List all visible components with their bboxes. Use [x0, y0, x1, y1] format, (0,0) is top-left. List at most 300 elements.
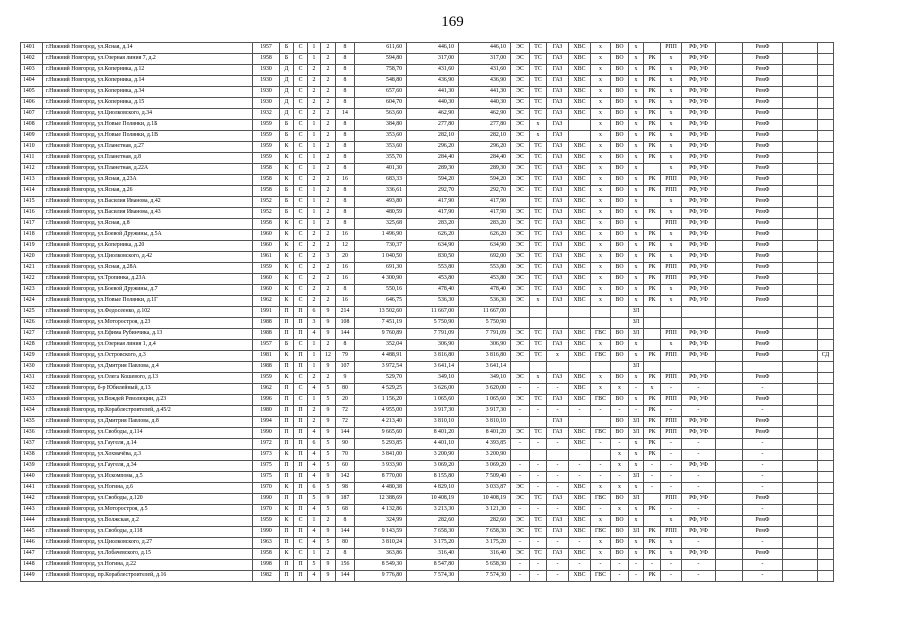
- cell-apartments: 144: [336, 428, 355, 439]
- cell-repair-fund: РемФ: [743, 395, 783, 406]
- cell-row-id: 1435: [21, 417, 43, 428]
- cell-sewerage: ВО: [611, 395, 629, 406]
- cell-heat-supply: -: [530, 538, 547, 549]
- cell-extra-col: [716, 428, 743, 439]
- cell-electric-supply: ЭС: [511, 428, 530, 439]
- cell-entrances: 4: [308, 472, 321, 483]
- cell-heat-supply: х: [530, 373, 547, 384]
- cell-row-id: 1423: [21, 285, 43, 296]
- cell-floors: 9: [321, 329, 336, 340]
- cell-electric-supply: ЭС: [511, 296, 530, 307]
- cell-elevator-repair: -: [661, 472, 682, 483]
- table-row: [21, 186, 834, 197]
- cell-garbage-chute: х: [629, 43, 644, 54]
- cell-total-area: 4 300,90: [355, 274, 407, 285]
- cell-facade-repair: РФ, УФ: [682, 417, 716, 428]
- cell-sewerage: ВО: [611, 109, 629, 120]
- cell-extra-col-3: [818, 340, 834, 351]
- cell-elevator-repair: -: [661, 384, 682, 395]
- cell-electric-supply: ЭС: [511, 494, 530, 505]
- cell-address: г.Нижний Новгород, ул.Гаугеля, д.34: [43, 461, 253, 472]
- cell-wall-material: П: [280, 560, 294, 571]
- cell-floors: 2: [321, 263, 336, 274]
- cell-entrances: 2: [308, 406, 321, 417]
- cell-gas-supply: ГАЗ: [547, 76, 569, 87]
- cell-roof-repair: РК: [644, 153, 661, 164]
- cell-row-id: 1446: [21, 538, 43, 549]
- table-row: [21, 76, 834, 87]
- cell-gas-supply: ГАЗ: [547, 153, 569, 164]
- cell-electric-supply: -: [511, 384, 530, 395]
- cell-wall-material: Б: [280, 197, 294, 208]
- cell-cold-water: ХВС: [569, 571, 591, 582]
- cell-elevator-repair: -: [661, 560, 682, 571]
- cell-electric-supply: ЭС: [511, 43, 530, 54]
- table-row: [21, 417, 834, 428]
- cell-roof-repair: РК: [644, 274, 661, 285]
- cell-wall-material: П: [280, 494, 294, 505]
- table-row: [21, 395, 834, 406]
- cell-address: г.Нижний Новгород, б-р Юбилейный, д.13: [43, 384, 253, 395]
- cell-extra-col: [716, 186, 743, 197]
- cell-heat-supply: ТС: [530, 329, 547, 340]
- cell-facade-repair: РФ, УФ: [682, 87, 716, 98]
- cell-garbage-chute: х: [629, 439, 644, 450]
- cell-gas-supply: ГАЗ: [547, 274, 569, 285]
- table-row: [21, 252, 834, 263]
- cell-repair-fund: РемФ: [743, 351, 783, 362]
- cell-heat-supply: ТС: [530, 54, 547, 65]
- cell-hot-water: х: [591, 197, 611, 208]
- cell-elevator-repair: -: [661, 450, 682, 461]
- cell-hot-water: ГВС: [591, 329, 611, 340]
- cell-class: С: [294, 65, 308, 76]
- cell-sewerage: ВО: [611, 65, 629, 76]
- cell-entrances: 2: [308, 263, 321, 274]
- cell-class: П: [294, 560, 308, 571]
- cell-address: г.Нижний Новгород, пр.Кораблестроителей, д.45/2: [43, 406, 253, 417]
- cell-wall-material: Д: [280, 109, 294, 120]
- cell-sewerage: ВО: [611, 131, 629, 142]
- cell-class: П: [294, 505, 308, 516]
- cell-repair-fund: РемФ: [743, 131, 783, 142]
- cell-apartments: 8: [336, 516, 355, 527]
- cell-roof-repair: РК: [644, 417, 661, 428]
- cell-total-area: 730,37: [355, 241, 407, 252]
- cell-total-area: 363,86: [355, 549, 407, 560]
- cell-living-area: 8 401,20: [407, 428, 459, 439]
- cell-floors: 2: [321, 186, 336, 197]
- cell-extra-col-3: [818, 395, 834, 406]
- cell-living-area: 3 200,90: [407, 450, 459, 461]
- cell-extra-col-3: [818, 428, 834, 439]
- cell-residential-area: 7 658,30: [459, 527, 511, 538]
- cell-heat-supply: ТС: [530, 186, 547, 197]
- cell-year-built: 1980: [253, 406, 280, 417]
- cell-extra-col-2: [783, 263, 818, 274]
- cell-extra-col-2: [783, 571, 818, 582]
- cell-class: С: [294, 549, 308, 560]
- cell-sewerage: ВО: [611, 516, 629, 527]
- cell-residential-area: 316,40: [459, 549, 511, 560]
- cell-extra-col: [716, 549, 743, 560]
- table-row: [21, 208, 834, 219]
- cell-apartments: 70: [336, 450, 355, 461]
- cell-wall-material: К: [280, 483, 294, 494]
- cell-apartments: 80: [336, 384, 355, 395]
- cell-year-built: 1982: [253, 571, 280, 582]
- cell-sewerage: ВО: [611, 208, 629, 219]
- cell-garbage-chute: х: [629, 164, 644, 175]
- cell-wall-material: П: [280, 417, 294, 428]
- cell-entrances: 1: [308, 186, 321, 197]
- cell-entrances: 1: [308, 340, 321, 351]
- cell-elevator-repair: [661, 318, 682, 329]
- cell-wall-material: К: [280, 142, 294, 153]
- cell-elevator-repair: -: [661, 505, 682, 516]
- cell-row-id: 1421: [21, 263, 43, 274]
- cell-hot-water: х: [591, 230, 611, 241]
- cell-extra-col-3: [818, 98, 834, 109]
- cell-extra-col-3: [818, 109, 834, 120]
- cell-address: г.Нижний Новгород, ул.Лобачевского, д.15: [43, 549, 253, 560]
- cell-heat-supply: ТС: [530, 252, 547, 263]
- cell-garbage-chute: х: [629, 340, 644, 351]
- cell-address: г.Нижний Новгород, ул.Островского, д.3: [43, 351, 253, 362]
- cell-electric-supply: ЭС: [511, 285, 530, 296]
- cell-hot-water: х: [591, 263, 611, 274]
- cell-year-built: 1988: [253, 329, 280, 340]
- cell-extra-col-2: [783, 406, 818, 417]
- cell-electric-supply: ЭС: [511, 65, 530, 76]
- cell-cold-water: [569, 450, 591, 461]
- cell-facade-repair: -: [682, 571, 716, 582]
- cell-extra-col: [716, 252, 743, 263]
- cell-floors: 2: [321, 219, 336, 230]
- cell-address: г.Нижний Новгород, ул.Планетная, д.8: [43, 153, 253, 164]
- cell-year-built: 1957: [253, 43, 280, 54]
- cell-floors: 9: [321, 406, 336, 417]
- cell-entrances: 2: [308, 76, 321, 87]
- cell-year-built: 1970: [253, 483, 280, 494]
- cell-facade-repair: -: [682, 472, 716, 483]
- cell-sewerage: [611, 318, 629, 329]
- cell-gas-supply: ГАЗ: [547, 43, 569, 54]
- cell-extra-col-3: [818, 241, 834, 252]
- cell-elevator-repair: [661, 307, 682, 318]
- cell-row-id: 1434: [21, 406, 43, 417]
- cell-gas-supply: ГАЗ: [547, 428, 569, 439]
- cell-apartments: 16: [336, 274, 355, 285]
- cell-sewerage: -: [611, 560, 629, 571]
- cell-apartments: 8: [336, 285, 355, 296]
- cell-year-built: 1930: [253, 65, 280, 76]
- table-row: [21, 428, 834, 439]
- cell-extra-col-3: [818, 318, 834, 329]
- cell-heat-supply: х: [530, 296, 547, 307]
- cell-cold-water: [569, 120, 591, 131]
- cell-electric-supply: ЭС: [511, 373, 530, 384]
- cell-facade-repair: РФ, УФ: [682, 285, 716, 296]
- cell-garbage-chute: х: [629, 175, 644, 186]
- cell-hot-water: -: [591, 461, 611, 472]
- cell-extra-col-3: [818, 285, 834, 296]
- cell-row-id: 1447: [21, 549, 43, 560]
- cell-electric-supply: ЭС: [511, 241, 530, 252]
- cell-extra-col-3: [818, 54, 834, 65]
- cell-floors: 2: [321, 340, 336, 351]
- cell-address: г.Нижний Новгород, ул.Ногина, д.6: [43, 483, 253, 494]
- cell-sewerage: ВО: [611, 538, 629, 549]
- cell-extra-col: [716, 329, 743, 340]
- cell-extra-col-2: [783, 131, 818, 142]
- cell-wall-material: Б: [280, 43, 294, 54]
- cell-total-area: 683,33: [355, 175, 407, 186]
- cell-extra-col: [716, 153, 743, 164]
- cell-floors: 9: [321, 472, 336, 483]
- cell-roof-repair: [644, 164, 661, 175]
- cell-elevator-repair: х: [661, 76, 682, 87]
- cell-wall-material: К: [280, 285, 294, 296]
- cell-residential-area: 436,90: [459, 76, 511, 87]
- cell-hot-water: х: [591, 241, 611, 252]
- cell-cold-water: ХВС: [569, 186, 591, 197]
- cell-living-area: 7 658,30: [407, 527, 459, 538]
- cell-extra-col-3: [818, 263, 834, 274]
- cell-garbage-chute: х: [629, 395, 644, 406]
- cell-extra-col-3: [818, 186, 834, 197]
- cell-electric-supply: -: [511, 461, 530, 472]
- cell-facade-repair: РФ, УФ: [682, 527, 716, 538]
- cell-wall-material: К: [280, 549, 294, 560]
- cell-roof-repair: [644, 219, 661, 230]
- cell-residential-area: 3 620,00: [459, 384, 511, 395]
- cell-extra-col: [716, 417, 743, 428]
- cell-extra-col-3: [818, 450, 834, 461]
- cell-residential-area: 3 641,14: [459, 362, 511, 373]
- cell-cold-water: [569, 318, 591, 329]
- cell-year-built: 1970: [253, 505, 280, 516]
- cell-hot-water: [591, 318, 611, 329]
- cell-year-built: 1930: [253, 76, 280, 87]
- cell-entrances: 2: [308, 175, 321, 186]
- cell-cold-water: ХВС: [569, 98, 591, 109]
- cell-facade-repair: -: [682, 384, 716, 395]
- cell-floors: 2: [321, 142, 336, 153]
- cell-total-area: 4 529,25: [355, 384, 407, 395]
- cell-extra-col-2: [783, 549, 818, 560]
- cell-wall-material: К: [280, 373, 294, 384]
- cell-facade-repair: РФ, УФ: [682, 175, 716, 186]
- cell-hot-water: х: [591, 538, 611, 549]
- cell-garbage-chute: х: [629, 241, 644, 252]
- cell-address: г.Нижний Новгород, ул.Гаугеля, д.14: [43, 439, 253, 450]
- cell-residential-area: 10 408,19: [459, 494, 511, 505]
- cell-sewerage: ВО: [611, 329, 629, 340]
- cell-sewerage: ВО: [611, 296, 629, 307]
- cell-extra-col-3: [818, 208, 834, 219]
- cell-repair-fund: РемФ: [743, 527, 783, 538]
- cell-roof-repair: -: [644, 472, 661, 483]
- cell-garbage-chute: х: [629, 54, 644, 65]
- cell-apartments: 8: [336, 120, 355, 131]
- cell-cold-water: ХВС: [569, 76, 591, 87]
- cell-garbage-chute: х: [629, 450, 644, 461]
- cell-extra-col-2: [783, 516, 818, 527]
- cell-year-built: 1975: [253, 472, 280, 483]
- cell-elevator-repair: РПП: [661, 494, 682, 505]
- table-row: [21, 450, 834, 461]
- cell-floors: 2: [321, 285, 336, 296]
- cell-extra-col: [716, 307, 743, 318]
- cell-class: С: [294, 87, 308, 98]
- cell-hot-water: -: [591, 406, 611, 417]
- cell-hot-water: х: [591, 131, 611, 142]
- cell-gas-supply: -: [547, 384, 569, 395]
- cell-cold-water: ХВС: [569, 329, 591, 340]
- cell-roof-repair: РК: [644, 208, 661, 219]
- cell-year-built: 1958: [253, 549, 280, 560]
- cell-class: С: [294, 153, 308, 164]
- cell-cold-water: ХВС: [569, 373, 591, 384]
- cell-facade-repair: РФ, УФ: [682, 153, 716, 164]
- cell-cold-water: ХВС: [569, 516, 591, 527]
- cell-roof-repair: [644, 329, 661, 340]
- cell-year-built: 1961: [253, 252, 280, 263]
- cell-address: г.Нижний Новгород, ул.Хохмачёва, д.3: [43, 450, 253, 461]
- cell-heat-supply: ТС: [530, 230, 547, 241]
- cell-garbage-chute: ЗЛ: [629, 318, 644, 329]
- cell-elevator-repair: РПП: [661, 351, 682, 362]
- cell-roof-repair: [644, 516, 661, 527]
- cell-residential-area: 306,90: [459, 340, 511, 351]
- cell-residential-area: 431,60: [459, 65, 511, 76]
- cell-roof-repair: РК: [644, 263, 661, 274]
- cell-electric-supply: ЭС: [511, 76, 530, 87]
- cell-garbage-chute: ЗЛ: [629, 307, 644, 318]
- cell-facade-repair: РФ, УФ: [682, 208, 716, 219]
- cell-gas-supply: ГАЗ: [547, 54, 569, 65]
- cell-wall-material: Д: [280, 76, 294, 87]
- cell-repair-fund: -: [743, 472, 783, 483]
- cell-class: С: [294, 252, 308, 263]
- table-row: [21, 362, 834, 373]
- cell-electric-supply: [511, 362, 530, 373]
- cell-extra-col: [716, 197, 743, 208]
- cell-total-area: 5 293,85: [355, 439, 407, 450]
- cell-residential-area: 634,90: [459, 241, 511, 252]
- cell-class: П: [294, 461, 308, 472]
- cell-year-built: 1959: [253, 263, 280, 274]
- table-row: [21, 109, 834, 120]
- cell-class: С: [294, 274, 308, 285]
- cell-wall-material: Б: [280, 120, 294, 131]
- cell-extra-col-2: [783, 274, 818, 285]
- cell-residential-area: 553,80: [459, 263, 511, 274]
- cell-facade-repair: РФ, УФ: [682, 329, 716, 340]
- cell-year-built: 1958: [253, 54, 280, 65]
- cell-extra-col-2: [783, 494, 818, 505]
- cell-sewerage: ВО: [611, 373, 629, 384]
- cell-heat-supply: ТС: [530, 87, 547, 98]
- cell-roof-repair: РК: [644, 395, 661, 406]
- cell-hot-water: х: [591, 43, 611, 54]
- cell-elevator-repair: РПП: [661, 373, 682, 384]
- cell-wall-material: К: [280, 230, 294, 241]
- cell-hot-water: -: [591, 472, 611, 483]
- cell-apartments: 214: [336, 307, 355, 318]
- cell-total-area: 480,59: [355, 208, 407, 219]
- cell-gas-supply: ГАЗ: [547, 186, 569, 197]
- cell-extra-col-3: [818, 571, 834, 582]
- cell-address: г.Нижний Новгород, ул.Планетная, д.22А: [43, 164, 253, 175]
- cell-floors: 2: [321, 549, 336, 560]
- cell-extra-col-2: [783, 175, 818, 186]
- cell-apartments: 8: [336, 219, 355, 230]
- cell-cold-water: ХВС: [569, 351, 591, 362]
- cell-apartments: 80: [336, 538, 355, 549]
- table-row: [21, 406, 834, 417]
- cell-heat-supply: [530, 417, 547, 428]
- cell-total-area: 352,04: [355, 340, 407, 351]
- cell-roof-repair: [644, 318, 661, 329]
- cell-extra-col: [716, 285, 743, 296]
- cell-facade-repair: РФ, УФ: [682, 373, 716, 384]
- cell-residential-area: 1 065,60: [459, 395, 511, 406]
- cell-floors: 9: [321, 560, 336, 571]
- cell-apartments: 144: [336, 571, 355, 582]
- cell-floors: 2: [321, 241, 336, 252]
- cell-year-built: 1932: [253, 109, 280, 120]
- cell-cold-water: ХВС: [569, 142, 591, 153]
- cell-garbage-chute: х: [629, 131, 644, 142]
- cell-wall-material: К: [280, 175, 294, 186]
- cell-year-built: 1959: [253, 142, 280, 153]
- cell-gas-supply: ГАЗ: [547, 329, 569, 340]
- cell-extra-col: [716, 351, 743, 362]
- cell-extra-col-2: [783, 87, 818, 98]
- cell-wall-material: К: [280, 351, 294, 362]
- cell-wall-material: Б: [280, 54, 294, 65]
- cell-extra-col: [716, 274, 743, 285]
- cell-extra-col-3: [818, 219, 834, 230]
- cell-hot-water: х: [591, 219, 611, 230]
- cell-row-id: 1433: [21, 395, 43, 406]
- cell-gas-supply: ГАЗ: [547, 208, 569, 219]
- cell-sewerage: ВО: [611, 241, 629, 252]
- cell-hot-water: х: [591, 109, 611, 120]
- cell-address: г.Нижний Новгород, ул.Ногина, д.22: [43, 560, 253, 571]
- cell-floors: 2: [321, 274, 336, 285]
- cell-extra-col-3: [818, 362, 834, 373]
- cell-heat-supply: ТС: [530, 76, 547, 87]
- cell-class: С: [294, 296, 308, 307]
- cell-cold-water: -: [569, 461, 591, 472]
- cell-living-area: 3 810,10: [407, 417, 459, 428]
- cell-class: С: [294, 186, 308, 197]
- cell-gas-supply: [547, 307, 569, 318]
- cell-living-area: 5 750,90: [407, 318, 459, 329]
- cell-hot-water: ГВС: [591, 428, 611, 439]
- cell-gas-supply: [547, 362, 569, 373]
- cell-sewerage: ВО: [611, 263, 629, 274]
- cell-garbage-chute: ЗЛ: [629, 428, 644, 439]
- cell-class: С: [294, 230, 308, 241]
- cell-year-built: 1962: [253, 384, 280, 395]
- cell-extra-col-3: [818, 131, 834, 142]
- cell-wall-material: П: [280, 307, 294, 318]
- cell-facade-repair: РФ, УФ: [682, 43, 716, 54]
